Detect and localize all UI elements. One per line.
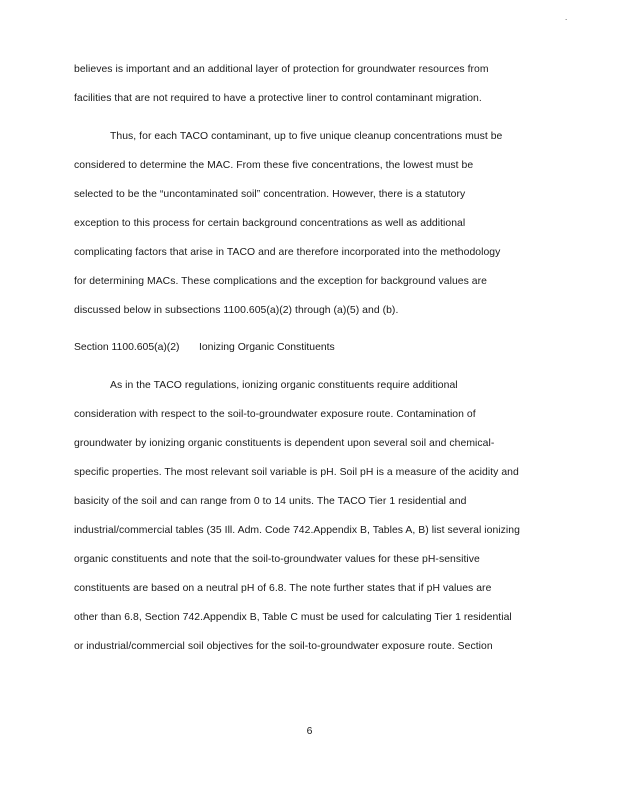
text-line: industrial/commercial tables (35 Ill. Adm. Code 742.Appendix B, Tables A, B) list several ionizing xyxy=(74,525,520,536)
text-line: other than 6.8, Section 742.Appendix B, Table C must be used for calculating Tier 1 residential xyxy=(74,612,512,623)
text-line: As in the TACO regulations, ionizing organic constituents require additional xyxy=(110,380,458,391)
text-line: discussed below in subsections 1100.605(a)(2) through (a)(5) and (b). xyxy=(74,305,399,316)
text-line: basicity of the soil and can range from 0 to 14 units. The TACO Tier 1 residential and xyxy=(74,496,467,507)
text-line: for determining MACs. These complications and the exception for background values are xyxy=(74,276,487,287)
text-line: or industrial/commercial soil objectives for the soil-to-groundwater exposure route. Section xyxy=(74,641,493,652)
text-line: specific properties. The most relevant soil variable is pH. Soil pH is a measure of the acidity and xyxy=(74,467,519,478)
page-number: 6 xyxy=(306,726,313,737)
text-line: constituents are based on a neutral pH of 6.8. The note further states that if pH values are xyxy=(74,583,492,594)
text-line: facilities that are not required to have a protective liner to control contaminant migration. xyxy=(74,93,482,104)
text-line: Thus, for each TACO contaminant, up to five unique cleanup concentrations must be xyxy=(110,131,503,142)
text-line: selected to be the “uncontaminated soil” concentration. However, there is a statutory xyxy=(74,189,466,200)
text-line: complicating factors that arise in TACO and are therefore incorporated into the methodology xyxy=(74,247,501,258)
text-line: exception to this process for certain background concentrations as well as additional xyxy=(74,218,466,229)
text-line: groundwater by ionizing organic constituents is dependent upon several soil and chemical- xyxy=(74,438,495,449)
text-line: believes is important and an additional layer of protection for groundwater resources from xyxy=(74,64,489,75)
text-line: considered to determine the MAC. From these five concentrations, the lowest must be xyxy=(74,160,474,171)
text-line: organic constituents and note that the soil-to-groundwater values for these pH-sensitive xyxy=(74,554,480,565)
section-title: Ionizing Organic Constituents xyxy=(199,342,335,353)
section-number: Section 1100.605(a)(2) xyxy=(74,342,180,353)
corner-mark: . xyxy=(565,13,568,22)
text-line: consideration with respect to the soil-to-groundwater exposure route. Contamination of xyxy=(74,409,476,420)
